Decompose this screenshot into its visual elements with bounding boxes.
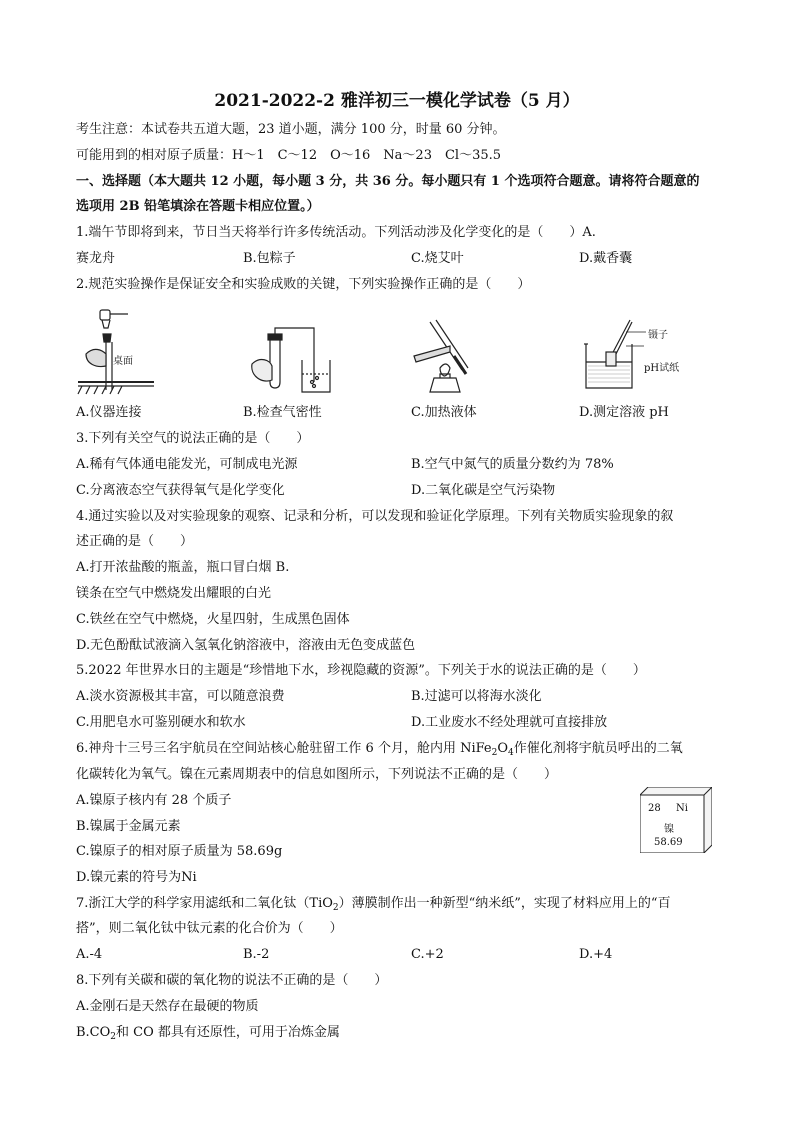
q4-option-c: C.铁丝在空气中燃烧，火星四射，生成黑色固体	[76, 612, 350, 627]
question-4-stem: 4.通过实验以及对实验现象的观察、记录和分析，可以发现和验证化学原理。下列有关物质实验现象的叙	[76, 509, 674, 524]
ph-paper-label: pH试纸	[644, 363, 680, 374]
q7-option-a: A.-4	[76, 947, 103, 962]
question-1-stem: 1.端午节即将到来，节日当天将举行许多传统活动。下列活动涉及化学变化的是（ ）A.	[76, 225, 596, 240]
exam-title: 2021-2022-2 雅洋初三一模化学试卷（5 月）	[214, 91, 580, 111]
exam-notice: 考生注意：本试卷共五道大题，23 道小题，满分 100 分，时量 60 分钟。	[76, 122, 506, 137]
question-5-stem: 5.2022 年世界水日的主题是“珍惜地下水，珍视隐藏的资源”。下列关于水的说法正确的是（ ）	[76, 663, 646, 678]
q7-option-c: C.+2	[411, 947, 444, 962]
section-heading: 一、选择题（本大题共 12 小题，每小题 3 分，共 36 分。每小题只有 1 个选项符合题意。请将符合题意的	[76, 174, 700, 189]
q2-option-d: D.测定溶液 pH	[579, 405, 669, 420]
element-symbol: Ni	[676, 803, 688, 814]
q5-option-a: A.淡水资源极其丰富，可以随意浪费	[76, 689, 285, 704]
nickel-element-tile	[640, 787, 712, 853]
question-8-stem: 8.下列有关碳和碳的氧化物的说法不正确的是（ ）	[76, 973, 388, 988]
q4-option-b: 镁条在空气中燃烧发出耀眼的白光	[76, 586, 272, 601]
q6-option-b: B.镍属于金属元素	[76, 819, 181, 834]
q2-option-c: C.加热液体	[411, 405, 477, 420]
q2-option-b: B.检查气密性	[243, 405, 322, 420]
q1-option-d: D.戴香囊	[579, 251, 633, 266]
q6-option-d: D.镍元素的符号为Ni	[76, 870, 197, 885]
q5-option-b: B.过滤可以将海水淡化	[411, 689, 542, 704]
question-6-stem-cont: 化碳转化为氧气。镍在元素周期表中的信息如图所示，下列说法不正确的是（ ）	[76, 767, 558, 782]
q7-option-b: B.-2	[243, 947, 270, 962]
q7-option-d: D.+4	[579, 947, 613, 962]
element-name: 镍	[664, 824, 674, 835]
q1-option-b: B.包粽子	[243, 251, 296, 266]
q8-option-b: $B.CO_2$和 CO 都具有还原性，可用于冶炼金属	[76, 1025, 340, 1042]
q5-option-c: C.用肥皂水可鉴别硬水和软水	[76, 715, 246, 730]
q3-option-d: D.二氧化碳是空气污染物	[411, 483, 556, 498]
instrument-connection-figure	[76, 306, 156, 396]
section-heading-cont: 选项用 2B 铅笔填涂在答题卡相应位置。）	[76, 199, 320, 214]
question-4-stem-cont: 述正确的是（ ）	[76, 534, 194, 549]
atomic-mass: 58.69	[654, 837, 683, 848]
question-7-stem-cont: 搭”，则二氧化钛中钛元素的化合价为（ ）	[76, 921, 343, 936]
q8-option-a: A.金刚石是天然存在最硬的物质	[76, 999, 259, 1014]
q2-option-a: A.仪器连接	[76, 405, 142, 420]
question-2-stem: 2.规范实验操作是保证安全和实验成败的关键，下列实验操作正确的是（ ）	[76, 277, 531, 292]
q4-option-d: D.无色酚酞试液滴入氢氧化钠溶液中，溶液由无色变成蓝色	[76, 638, 416, 653]
q6-option-c: C.镍原子的相对原子质量为 58.69g	[76, 844, 283, 859]
q1-option-c: C.烧艾叶	[411, 251, 464, 266]
q3-option-c: C.分离液态空气获得氧气是化学变化	[76, 483, 285, 498]
q5-option-d: D.工业废水不经处理就可直接排放	[411, 715, 608, 730]
airtightness-check-figure	[242, 326, 337, 396]
q4-option-a: A.打开浓盐酸的瓶盖，瓶口冒白烟 B.	[76, 560, 290, 575]
atomic-number: 28	[648, 803, 661, 814]
q3-option-b: B.空气中氮气的质量分数约为 78%	[411, 457, 614, 472]
leader-lines	[626, 328, 648, 348]
q6-option-a: A.镍原子核内有 28 个质子	[76, 793, 232, 808]
atomic-masses: 可能用到的相对原子质量：H～1 C～12 O～16 Na～23 Cl～35.5	[76, 148, 502, 163]
desk-label: 桌面	[113, 356, 133, 367]
q3-option-a: A.稀有气体通电能发光，可制成电光源	[76, 457, 298, 472]
question-3-stem: 3.下列有关空气的说法正确的是（ ）	[76, 431, 310, 446]
heating-liquid-figure	[410, 316, 490, 396]
tweezers-label: 镊子	[648, 330, 668, 341]
question-6-stem: 6.神舟十三号三名宇航员在空间站核心舱驻留工作 6 个月，舱内用 $NiFe_2O_4$作催化剂将宇航员呼出的二氧	[76, 741, 683, 758]
q1-option-a: 赛龙舟	[76, 251, 116, 266]
question-7-stem: 7.浙江大学的科学家用滤纸和二氧化钛（TiO$_2$）薄膜制作出一种新型“纳米纸”，实现了材料应用上的“百	[76, 896, 671, 913]
